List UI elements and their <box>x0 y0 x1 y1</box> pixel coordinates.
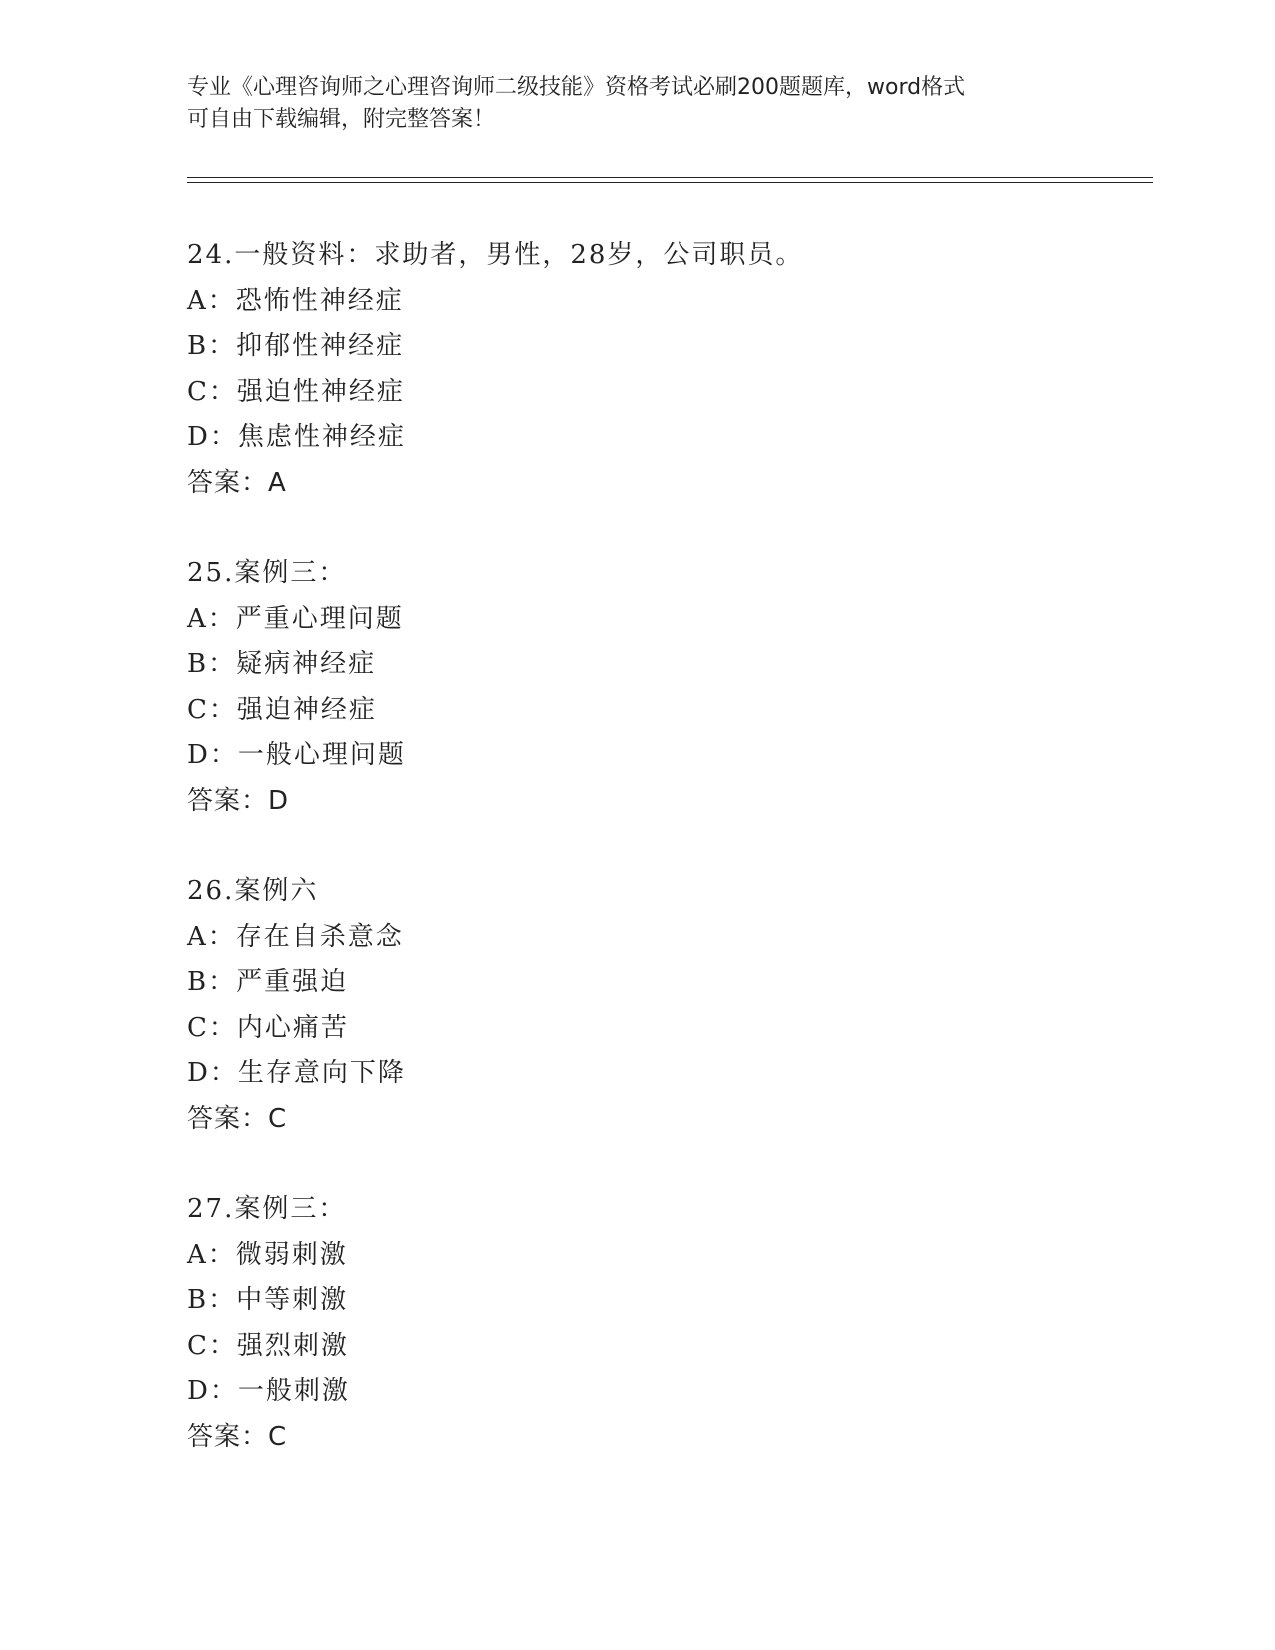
question-27 <box>187 1187 1087 1460</box>
answer-line: 答案：C <box>187 1103 288 1134</box>
header-line-1: 专业《心理咨询师之心理咨询师二级技能》资格考试必刷200题题库，word格式 <box>187 75 966 100</box>
question-24 <box>187 233 1087 506</box>
answer-line: 答案：A <box>187 467 287 498</box>
question-stem: 24.一般资料：求助者，男性，28岁，公司职员。 <box>187 240 804 270</box>
option-c: C：强迫神经症 <box>187 694 377 725</box>
option-b: B：严重强迫 <box>187 967 349 997</box>
option-a: A：严重心理问题 <box>187 603 404 634</box>
question-stem: 25.案例三： <box>187 558 347 588</box>
option-b: B：疑病神经症 <box>187 649 377 679</box>
option-a: A：存在自杀意念 <box>187 921 404 952</box>
document-header <box>187 72 1087 136</box>
option-d: D：一般心理问题 <box>187 740 406 770</box>
answer-line: 答案：C <box>187 1421 288 1452</box>
option-a: A：微弱刺激 <box>187 1239 348 1270</box>
header-divider-top <box>187 177 1153 178</box>
option-b: B：中等刺激 <box>187 1285 349 1315</box>
header-line-2: 可自由下载编辑，附完整答案！ <box>187 107 496 132</box>
option-d: D：生存意向下降 <box>187 1058 406 1088</box>
option-c: C：强烈刺激 <box>187 1330 349 1361</box>
question-stem: 26.案例六 <box>187 876 319 906</box>
option-a: A：恐怖性神经症 <box>187 285 404 316</box>
option-d: D：一般刺激 <box>187 1376 350 1406</box>
question-26 <box>187 869 1087 1142</box>
option-b: B：抑郁性神经症 <box>187 331 405 361</box>
option-c: C：内心痛苦 <box>187 1012 349 1043</box>
header-divider-bottom <box>187 182 1153 183</box>
option-d: D：焦虑性神经症 <box>187 422 406 452</box>
question-25 <box>187 551 1087 824</box>
answer-line: 答案：D <box>187 785 290 816</box>
question-stem: 27.案例三： <box>187 1194 347 1224</box>
option-c: C：强迫性神经症 <box>187 376 405 407</box>
